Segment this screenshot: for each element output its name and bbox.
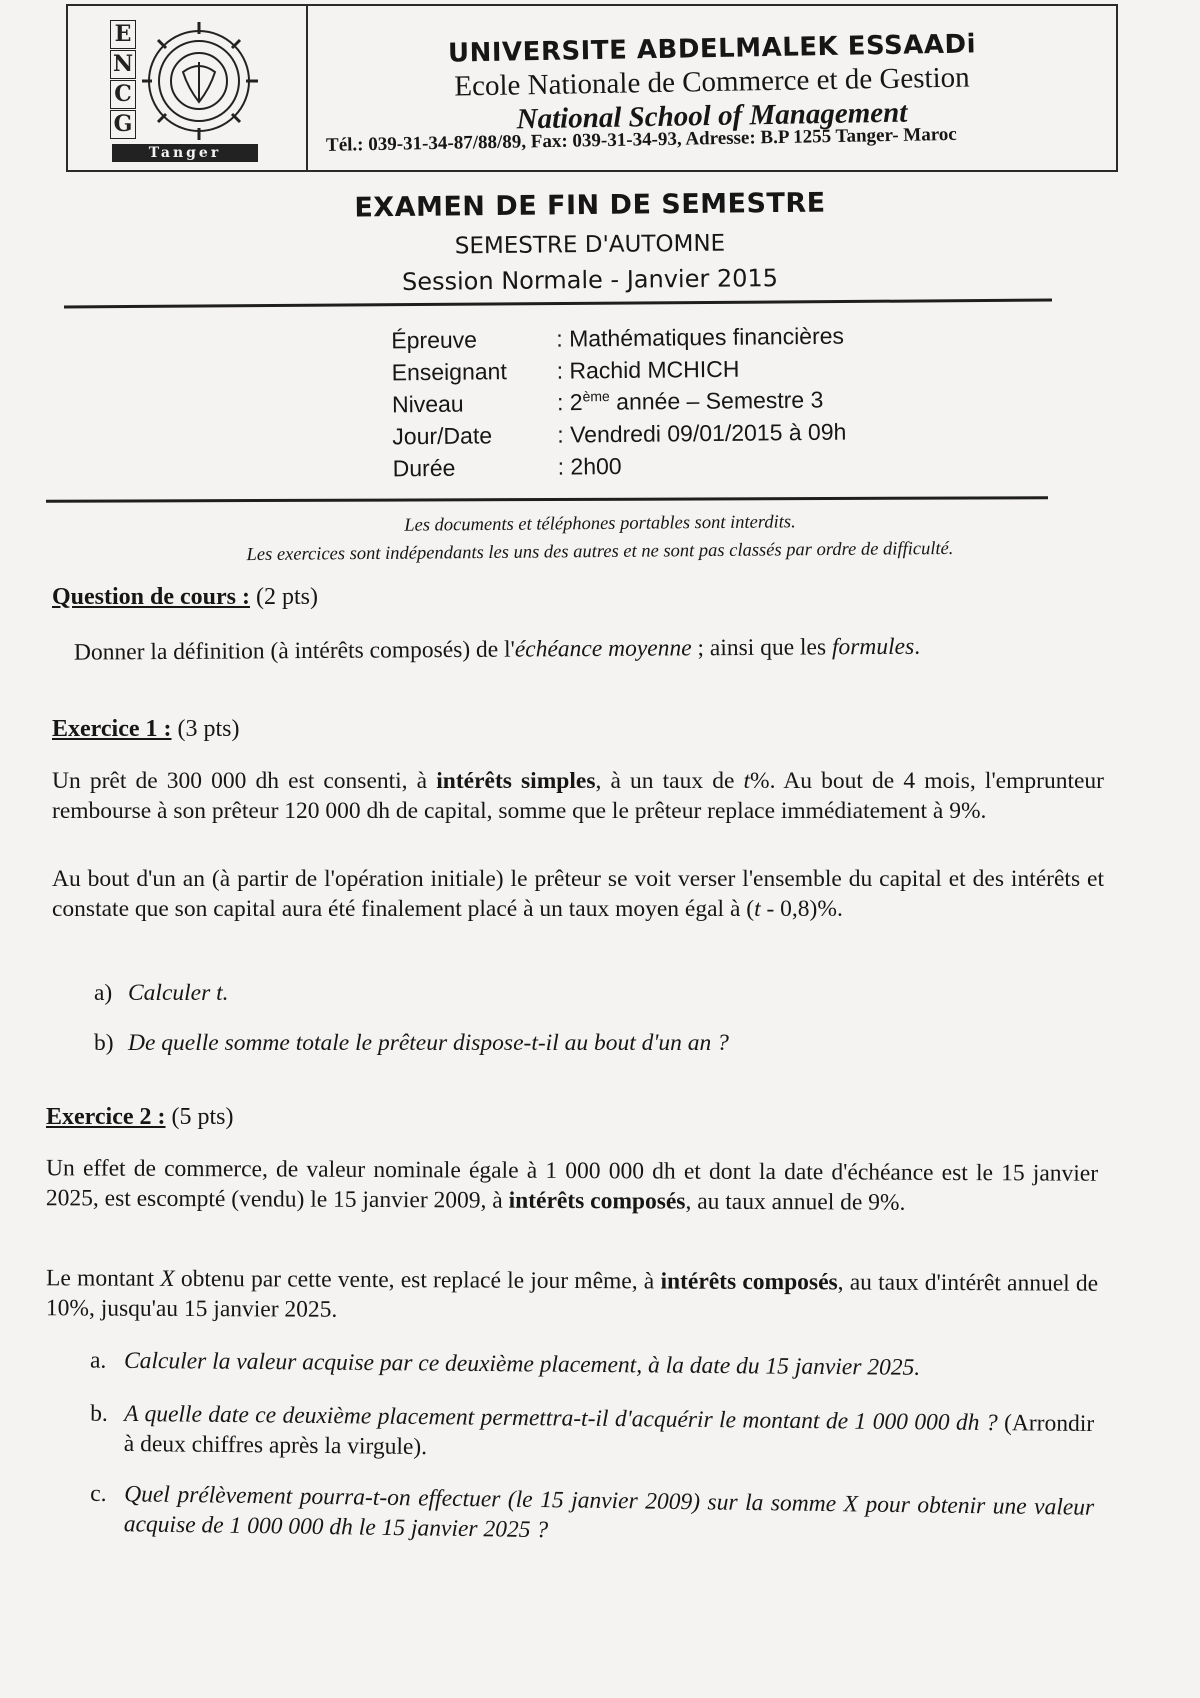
exercice-2-item-c <box>90 1479 1095 1553</box>
info-value: : Mathématiques financières <box>556 322 845 352</box>
info-row-enseignant <box>392 352 846 389</box>
notice-exercices: Les exercices sont indépendants les uns des autres et ne sont pas classés par ordre de difficulté. <box>246 538 954 566</box>
heading-title: Question de cours : <box>52 584 250 610</box>
info-value-sup: ème <box>582 388 610 405</box>
logo-city: Tanger <box>112 144 258 162</box>
compass-emblem-icon <box>138 22 260 140</box>
school-name-fr: Ecole Nationale de Commerce et de Gestion <box>454 61 970 103</box>
text-part: t <box>754 896 761 922</box>
info-label: Épreuve <box>391 325 478 353</box>
info-row-niveau <box>392 384 846 421</box>
exercice-1-item-a <box>94 978 1088 1008</box>
logo-letter: G <box>110 110 136 139</box>
text-part: intérêts simples <box>436 768 596 794</box>
logo-letters <box>110 20 136 140</box>
info-value-part: : 2 <box>556 389 583 416</box>
text-part: intérêts composés <box>660 1268 838 1296</box>
logo-letter: E <box>110 20 136 49</box>
exercice-1-paragraph-2 <box>52 864 1104 924</box>
item-text: Calculer t. <box>128 980 229 1006</box>
text-part: Donner la définition (à intérêts composés) de l' <box>73 636 515 666</box>
item-text: Calculer la valeur acquise par ce deuxième placement, à la date du 15 janvier 2025. <box>123 1347 921 1381</box>
info-label: Jour/Date <box>392 421 493 449</box>
heading-points: (5 pts) <box>165 1104 234 1130</box>
text-part: , au taux annuel de 9%. <box>685 1188 906 1216</box>
item-extra: (Arrondir à deux chiffres après la virgule). <box>123 1410 1095 1461</box>
contact-info: Tél.: 039-31-34-87/88/89, Fax: 039-31-34-93, Adresse: B.P 1255 Tanger- Maroc <box>325 123 957 156</box>
exercice-1-item-b <box>94 1028 1088 1058</box>
info-label: Durée <box>392 454 456 481</box>
info-value: : Vendredi 09/01/2015 à 09h <box>557 418 847 448</box>
item-text: A quelle date ce deuxième placement permettra-t-il d'acquérir le montant de 1 000 000 dh ? <box>124 1400 998 1437</box>
info-value-part: année – Semestre 3 <box>609 386 824 415</box>
item-label: b. <box>90 1400 108 1427</box>
item-label: a) <box>94 980 113 1006</box>
exercice-2-paragraph-1 <box>46 1153 1098 1219</box>
heading-title: Exercice 1 : <box>52 716 172 742</box>
logo-letter: C <box>110 80 136 109</box>
exercice-2-item-a <box>89 1346 1074 1384</box>
info-label: Niveau <box>391 390 464 417</box>
info-row-date <box>392 416 846 453</box>
exercice-2-heading <box>46 1104 234 1131</box>
university-name: UNIVERSITE ABDELMALEK ESSAADi <box>447 29 977 69</box>
text-part: formules <box>831 633 915 661</box>
exam-title: EXAMEN DE FIN DE SEMESTRE <box>354 187 826 224</box>
item-text: De quelle somme totale le prêteur dispose-t-il au bout d'un an ? <box>128 1030 729 1056</box>
exam-semester: SEMESTRE D'AUTOMNE <box>454 230 726 260</box>
text-part: ; ainsi que les <box>691 634 833 662</box>
info-row-epreuve <box>391 320 845 357</box>
info-row-duree <box>393 448 847 485</box>
info-value <box>557 386 824 416</box>
exercice-2-item-b <box>90 1399 1095 1469</box>
question-cours-text <box>74 630 1114 667</box>
heading-points: (2 pts) <box>250 584 318 610</box>
school-name-en: National School of Management <box>516 96 908 136</box>
item-label: a. <box>89 1347 107 1374</box>
text-part: Un prêt de 300 000 dh est consenti, à <box>52 768 437 794</box>
divider <box>64 299 1052 309</box>
info-value: : Rachid MCHICH <box>556 355 740 384</box>
info-value: : 2h00 <box>557 452 622 480</box>
school-logo <box>110 20 260 162</box>
notice-documents: Les documents et téléphones portables sont interdits. <box>404 512 796 536</box>
text-part: Un effet de commerce, de valeur nominale égale à 1 000 000 dh et dont la date d'échéance est le 15 janvier 2025, est escompté (vendu) le 15 janvier 2009, à <box>45 1155 1099 1214</box>
exercice-1-paragraph-1 <box>52 766 1104 826</box>
exam-session: Session Normale - Janvier 2015 <box>401 264 779 296</box>
text-part: , au taux d'intérêt annuel de 10%, jusqu'au 15 janvier 2025. <box>45 1269 1099 1323</box>
text-part: échéance moyenne <box>514 635 692 663</box>
logo-cell <box>68 6 308 170</box>
text-part: , à un taux de <box>595 768 744 794</box>
text-part: intérêts composés <box>508 1187 686 1215</box>
institution-info <box>308 6 1116 170</box>
text-part: %. Au bout de 4 mois, l'emprunteur rembourse à son prêteur 120 000 dh de capital, somme que le prêteur replace immédiatement à 9%. <box>52 768 1104 824</box>
text-part: - 0,8)%. <box>760 896 843 922</box>
item-label: c. <box>90 1480 107 1507</box>
question-cours-heading <box>52 584 318 611</box>
exercice-2-paragraph-2 <box>46 1263 1098 1329</box>
text-part: X <box>160 1265 175 1292</box>
divider <box>46 496 1048 502</box>
exercice-1-heading <box>52 716 240 743</box>
item-text: Quel prélèvement pourra-t-on effectuer (le 15 janvier 2009) sur la somme X pour obtenir une valeur acquise de 1 000 000 dh le 15 janvier 2025 ? <box>123 1481 1095 1544</box>
text-part: t <box>743 768 751 794</box>
text-part: Le montant <box>46 1265 161 1292</box>
text-part: Au bout d'un an (à partir de l'opération initiale) le prêteur se voit verser l'ensemble du capital et des intérêts et constate que son capital aura été finalement placé à un taux moyen égal à ( <box>52 866 1104 922</box>
logo-letter: N <box>110 50 136 79</box>
text-part: . <box>914 633 921 660</box>
header-box <box>66 4 1118 172</box>
exam-info-table <box>391 320 847 485</box>
item-label: b) <box>94 1030 114 1056</box>
text-part: obtenu par cette vente, est replacé le jour même, à <box>174 1265 661 1295</box>
heading-points: (3 pts) <box>171 716 240 742</box>
heading-title: Exercice 2 : <box>46 1104 166 1130</box>
info-label: Enseignant <box>391 357 507 385</box>
